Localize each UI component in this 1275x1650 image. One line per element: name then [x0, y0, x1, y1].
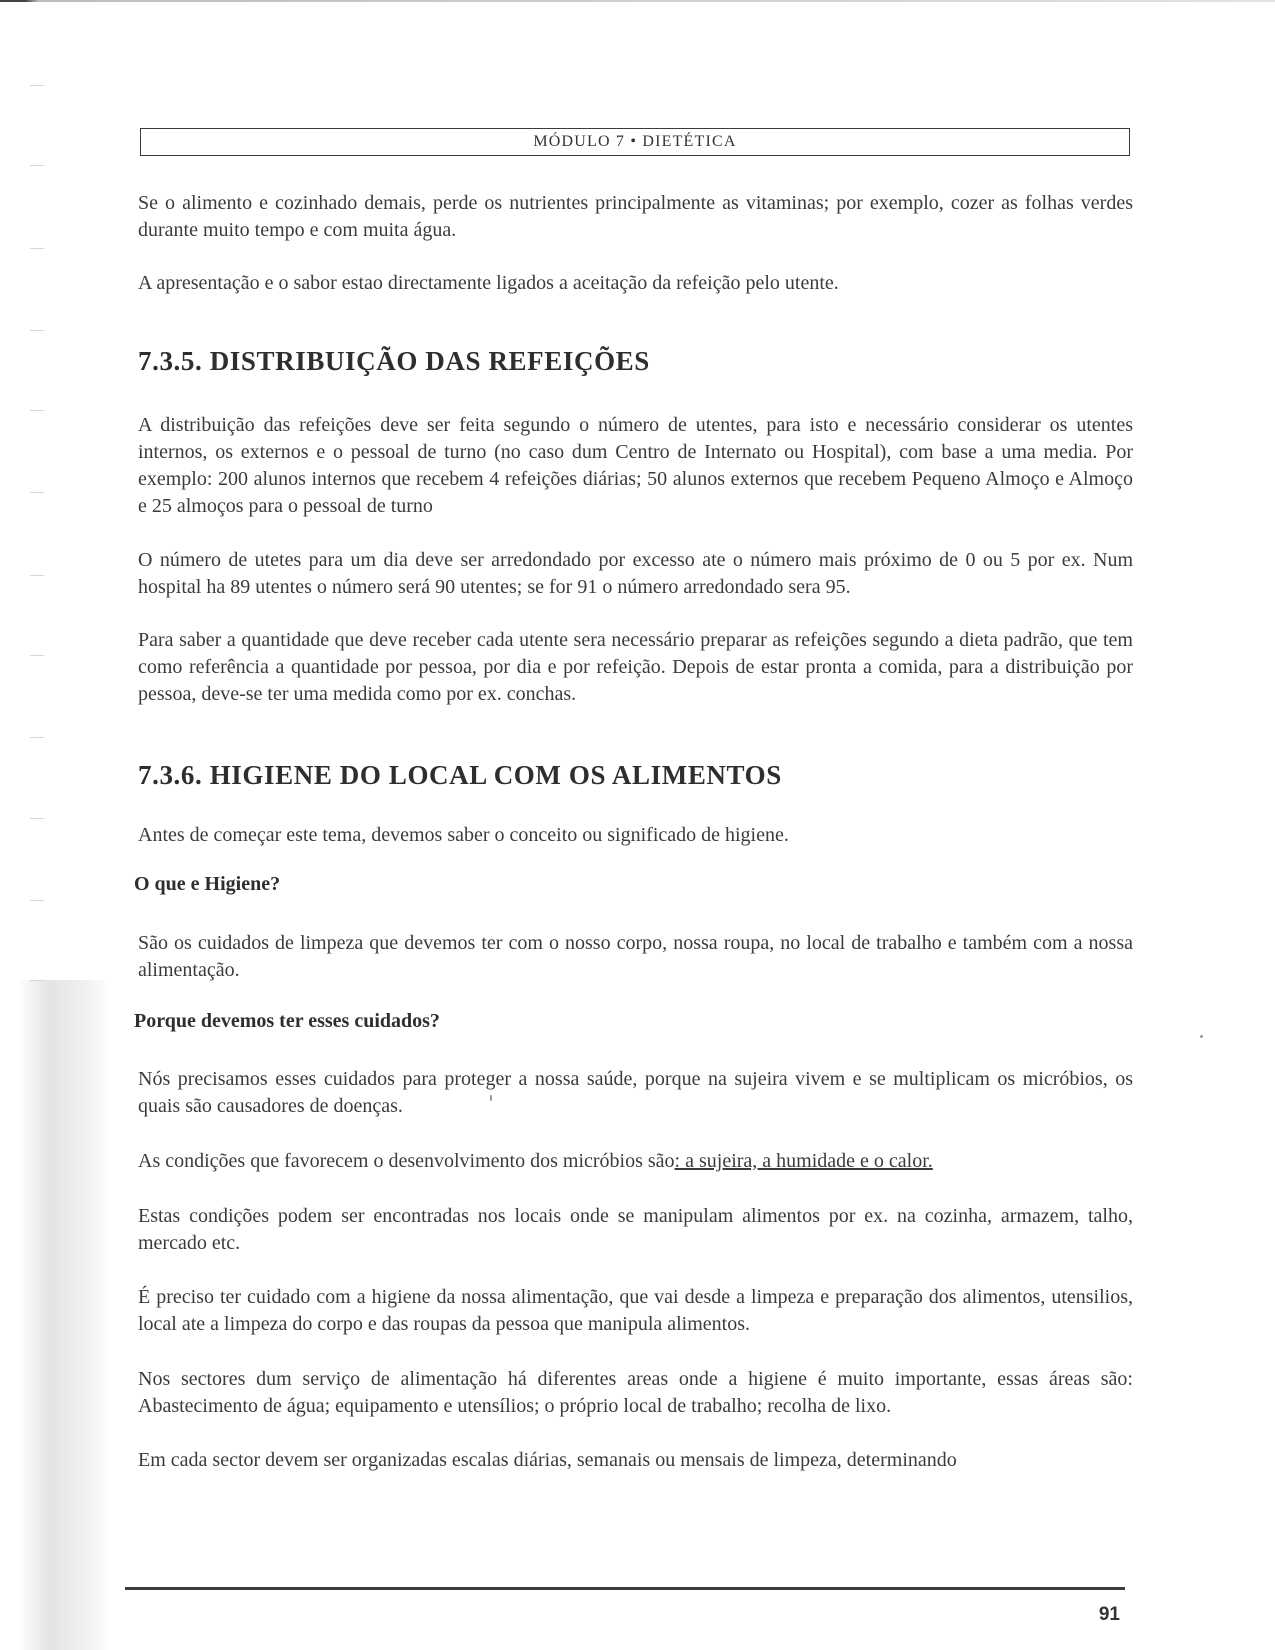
paragraph: O número de utetes para um dia deve ser arredondado por excesso ate o número mais próximo de 0 ou 5 por ex. Num hospital ha 89 utentes o número será 90 utentes; se for 91 o número arredondado sera 95.	[138, 549, 1133, 598]
scan-tick	[30, 165, 44, 166]
scan-tick	[30, 737, 44, 738]
scan-tick	[30, 818, 44, 819]
paragraph: Estas condições podem ser encontradas nos locais onde se manipulam alimentos por ex. na cozinha, armazem, talho, mercado etc.	[138, 1205, 1133, 1254]
paragraph: A apresentação e o sabor estao directamente ligados a aceitação da refeição pelo utente.	[138, 272, 839, 294]
paragraph: Se o alimento e cozinhado demais, perde os nutrientes principalmente as vitaminas; por exemplo, cozer as folhas verdes durante muito tempo e com muita água.	[138, 192, 1133, 241]
paragraph: São os cuidados de limpeza que devemos ter com o nosso corpo, nossa roupa, no local de trabalho e também com a nossa alimentação.	[138, 932, 1133, 981]
scan-left-edge	[0, 0, 110, 1650]
section-heading-7-3-5: 7.3.5. DISTRIBUIÇÃO DAS REFEIÇÕES	[138, 346, 650, 376]
module-header: MÓDULO 7 • DIETÉTICA	[140, 128, 1130, 156]
scan-tick	[30, 980, 44, 981]
paragraph-lead: As condições que favorecem o desenvolvimento dos micróbios são	[138, 1150, 675, 1172]
paragraph: Para saber a quantidade que deve receber cada utente sera necessário preparar as refeições segundo a dieta padrão, que tem como referência a quantidade por pessoa, por dia e por refeição. Depois de estar pronta a comida, para a distribuição por pessoa, deve-se ter uma medida como por ex. conchas.	[138, 629, 1133, 705]
scan-speck	[1200, 1035, 1203, 1038]
scan-tick	[30, 248, 44, 249]
paragraph: Antes de começar este tema, devemos saber o conceito ou significado de higiene.	[138, 824, 789, 846]
paragraph: Em cada sector devem ser organizadas escalas diárias, semanais ou mensais de limpeza, determinando	[138, 1449, 957, 1471]
scan-tick	[30, 575, 44, 576]
underlined-conditions: : a sujeira, a humidade e o calor.	[674, 1150, 933, 1172]
paragraph: É preciso ter cuidado com a higiene da nossa alimentação, que vai desde a limpeza e preparação dos alimentos, utensilios, local ate a limpeza do corpo e das roupas da pessoa que manipula alimentos.	[138, 1286, 1133, 1335]
scan-tick	[30, 330, 44, 331]
scan-speck	[490, 1095, 492, 1101]
scan-shadow	[18, 980, 110, 1650]
section-heading-7-3-6: 7.3.6. HIGIENE DO LOCAL COM OS ALIMENTOS	[138, 760, 782, 790]
paragraph: A distribuição das refeições deve ser feita segundo o número de utentes, para isto e necessário considerar os utentes internos, os externos e o pessoal de turno (no caso dum Centro de Internato ou Hospital), com base a uma media. Por exemplo: 200 alunos internos que recebem 4 refeições diárias; 50 alunos externos que recebem Pequeno Almoço e Almoço e 25 almoços para o pessoal de turno	[138, 414, 1133, 517]
paragraph	[138, 1148, 1133, 1175]
scan-tick	[30, 492, 44, 493]
paragraph: Nós precisamos esses cuidados para proteger a nossa saúde, porque na sujeira vivem e se multiplicam os micróbios, os quais são causadores de doenças.	[138, 1068, 1133, 1117]
question-heading: Porque devemos ter esses cuidados?	[134, 1010, 440, 1032]
scan-top-edge	[0, 0, 1275, 2]
scan-tick	[30, 655, 44, 656]
page-number: 91	[1098, 1604, 1120, 1625]
scan-tick	[30, 900, 44, 901]
scan-tick	[30, 85, 44, 86]
footer-rule	[125, 1587, 1125, 1590]
paragraph: Nos sectores dum serviço de alimentação há diferentes areas onde a higiene é muito importante, essas áreas são: Abastecimento de água; equipamento e utensílios; o próprio local de trabalho; recolha de lixo.	[138, 1368, 1133, 1417]
scan-tick	[30, 410, 44, 411]
question-heading: O que e Higiene?	[134, 873, 281, 895]
